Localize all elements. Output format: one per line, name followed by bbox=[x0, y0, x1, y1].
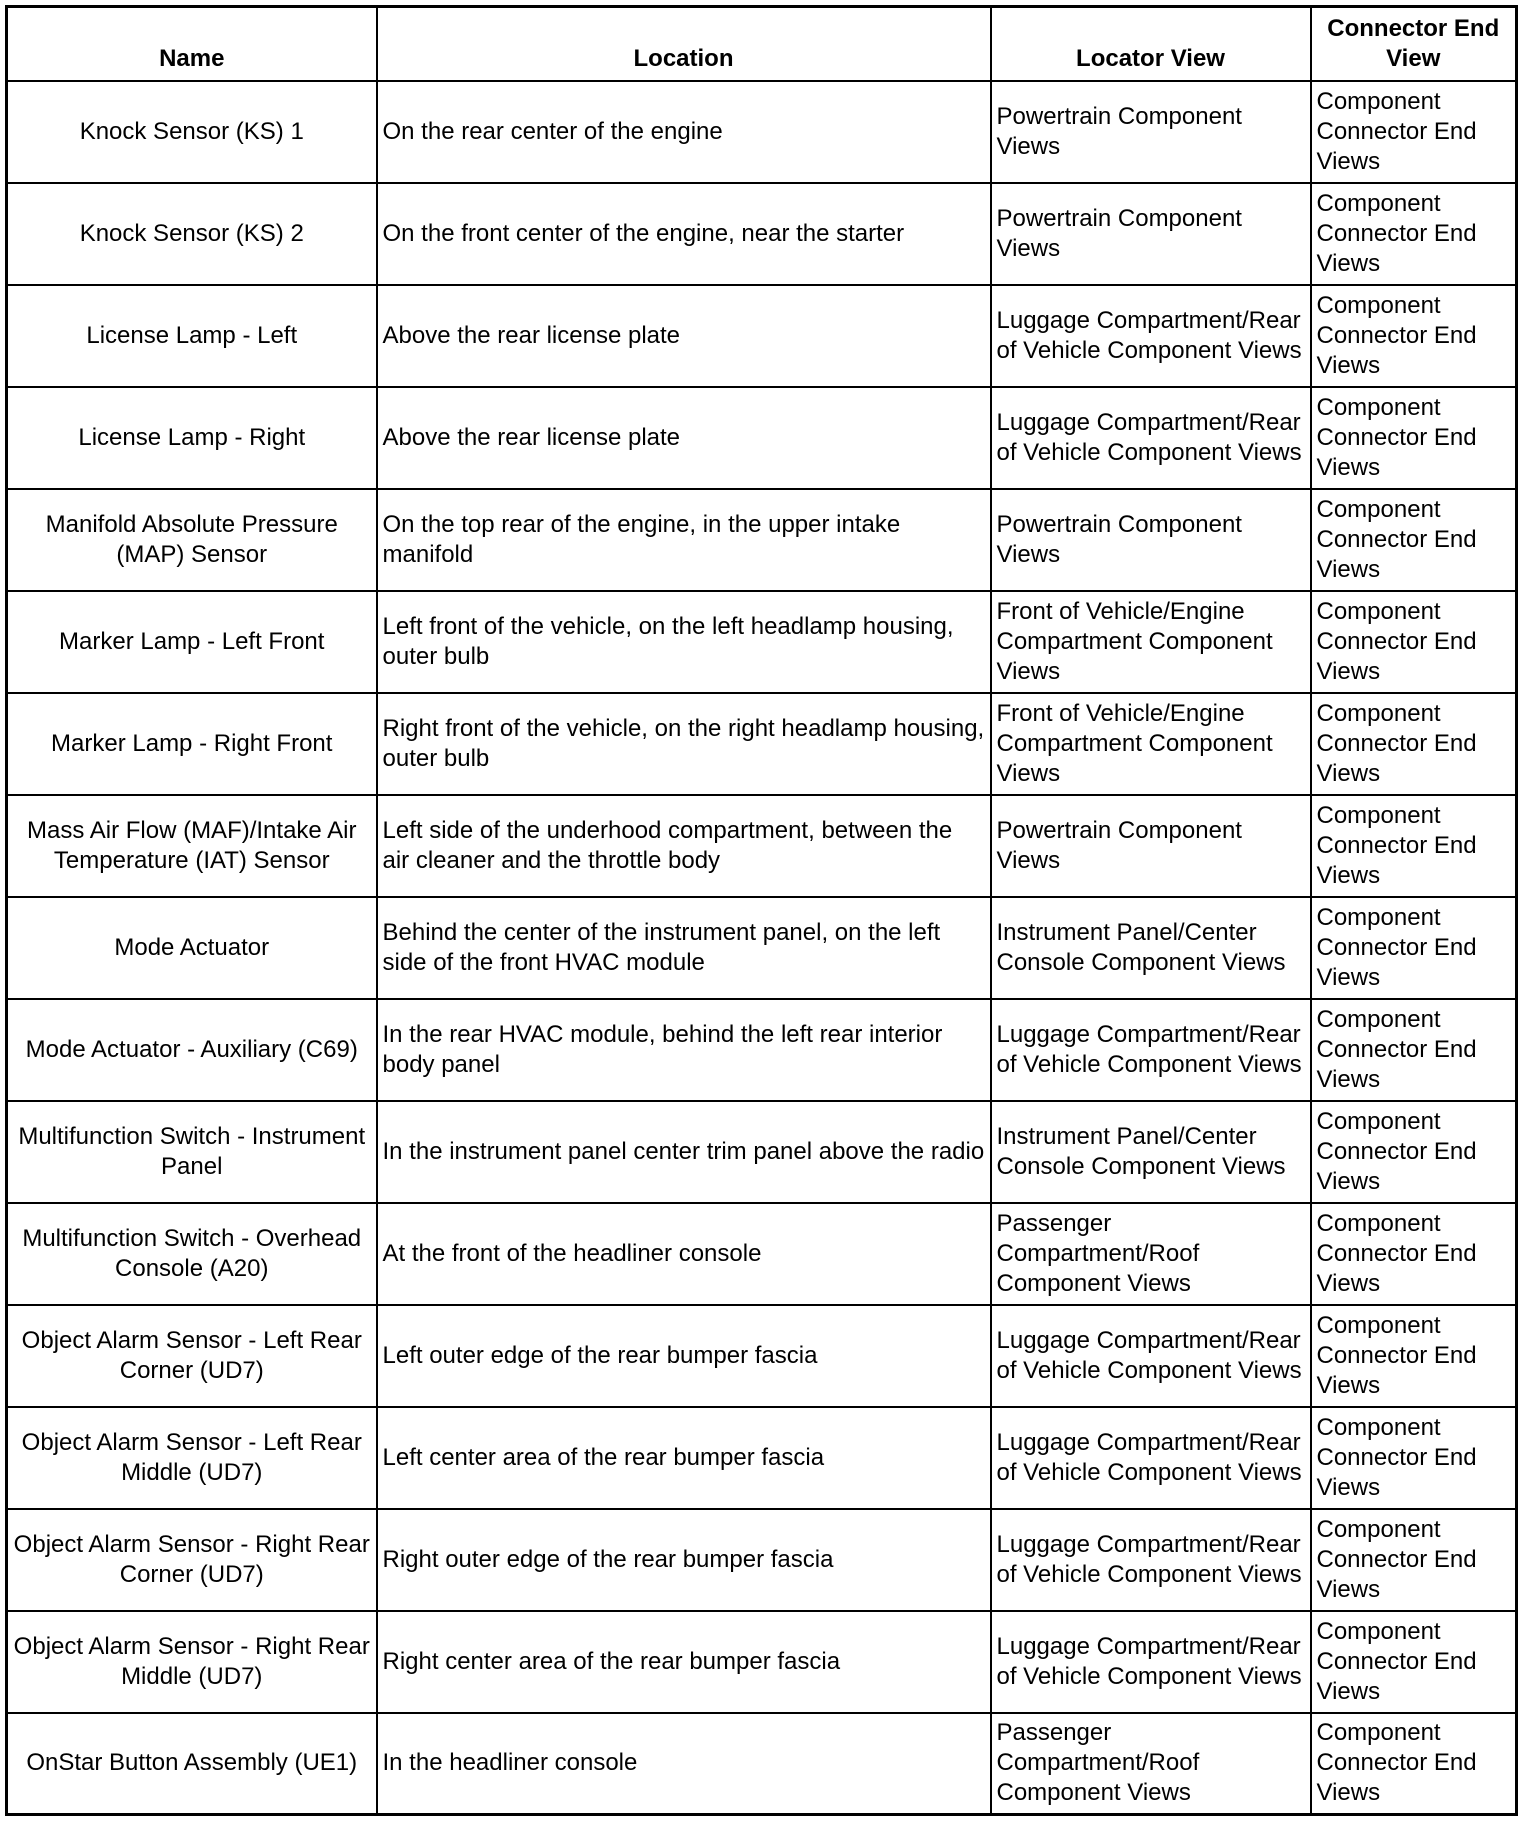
cell-connector-end-view: Component Connector End Views bbox=[1311, 591, 1517, 693]
table-row bbox=[7, 1611, 1517, 1713]
cell-name: Object Alarm Sensor - Left Rear Middle (UD7) bbox=[7, 1407, 377, 1509]
table-row bbox=[7, 1713, 1517, 1815]
cell-name: Knock Sensor (KS) 1 bbox=[7, 81, 377, 183]
table-row bbox=[7, 1509, 1517, 1611]
cell-name: Object Alarm Sensor - Right Rear Corner (UD7) bbox=[7, 1509, 377, 1611]
cell-connector-end-view: Component Connector End Views bbox=[1311, 285, 1517, 387]
cell-connector-end-view: Component Connector End Views bbox=[1311, 795, 1517, 897]
cell-connector-end-view: Component Connector End Views bbox=[1311, 1101, 1517, 1203]
table-row bbox=[7, 1407, 1517, 1509]
cell-location: Behind the center of the instrument panel, on the left side of the front HVAC module bbox=[377, 897, 991, 999]
cell-locator-view: Luggage Compartment/Rear of Vehicle Component Views bbox=[991, 1509, 1311, 1611]
table-row bbox=[7, 81, 1517, 183]
table-row bbox=[7, 285, 1517, 387]
cell-location: Left center area of the rear bumper fascia bbox=[377, 1407, 991, 1509]
cell-location: In the headliner console bbox=[377, 1713, 991, 1815]
column-header-location: Location bbox=[377, 7, 991, 81]
cell-connector-end-view: Component Connector End Views bbox=[1311, 1611, 1517, 1713]
table-row bbox=[7, 795, 1517, 897]
cell-location: Above the rear license plate bbox=[377, 285, 991, 387]
cell-locator-view: Powertrain Component Views bbox=[991, 183, 1311, 285]
cell-connector-end-view: Component Connector End Views bbox=[1311, 1407, 1517, 1509]
cell-name: Mass Air Flow (MAF)/Intake Air Temperature (IAT) Sensor bbox=[7, 795, 377, 897]
table-header bbox=[7, 7, 1517, 81]
table-row bbox=[7, 693, 1517, 795]
cell-locator-view: Powertrain Component Views bbox=[991, 81, 1311, 183]
cell-name: License Lamp - Left bbox=[7, 285, 377, 387]
table-row bbox=[7, 591, 1517, 693]
cell-locator-view: Luggage Compartment/Rear of Vehicle Component Views bbox=[991, 387, 1311, 489]
cell-location: Left side of the underhood compartment, between the air cleaner and the throttle body bbox=[377, 795, 991, 897]
cell-name: License Lamp - Right bbox=[7, 387, 377, 489]
cell-location: On the front center of the engine, near the starter bbox=[377, 183, 991, 285]
header-row bbox=[7, 7, 1517, 81]
cell-connector-end-view: Component Connector End Views bbox=[1311, 1713, 1517, 1815]
cell-connector-end-view: Component Connector End Views bbox=[1311, 999, 1517, 1101]
table-row bbox=[7, 183, 1517, 285]
cell-location: Left outer edge of the rear bumper fascia bbox=[377, 1305, 991, 1407]
cell-name: OnStar Button Assembly (UE1) bbox=[7, 1713, 377, 1815]
cell-name: Multifunction Switch - Instrument Panel bbox=[7, 1101, 377, 1203]
cell-connector-end-view: Component Connector End Views bbox=[1311, 1203, 1517, 1305]
cell-locator-view: Instrument Panel/Center Console Component Views bbox=[991, 1101, 1311, 1203]
cell-connector-end-view: Component Connector End Views bbox=[1311, 183, 1517, 285]
cell-location: Left front of the vehicle, on the left headlamp housing, outer bulb bbox=[377, 591, 991, 693]
cell-locator-view: Luggage Compartment/Rear of Vehicle Component Views bbox=[991, 1407, 1311, 1509]
cell-locator-view: Luggage Compartment/Rear of Vehicle Component Views bbox=[991, 1611, 1311, 1713]
component-locator-table bbox=[5, 5, 1518, 1816]
table-row bbox=[7, 489, 1517, 591]
table-row bbox=[7, 999, 1517, 1101]
cell-name: Marker Lamp - Right Front bbox=[7, 693, 377, 795]
cell-connector-end-view: Component Connector End Views bbox=[1311, 1305, 1517, 1407]
column-header-connector-end-view: Connector End View bbox=[1311, 7, 1517, 81]
cell-locator-view: Powertrain Component Views bbox=[991, 795, 1311, 897]
cell-name: Object Alarm Sensor - Right Rear Middle (UD7) bbox=[7, 1611, 377, 1713]
cell-name: Multifunction Switch - Overhead Console (A20) bbox=[7, 1203, 377, 1305]
cell-locator-view: Passenger Compartment/Roof Component Views bbox=[991, 1713, 1311, 1815]
cell-locator-view: Luggage Compartment/Rear of Vehicle Component Views bbox=[991, 999, 1311, 1101]
cell-connector-end-view: Component Connector End Views bbox=[1311, 693, 1517, 795]
cell-connector-end-view: Component Connector End Views bbox=[1311, 387, 1517, 489]
cell-location: At the front of the headliner console bbox=[377, 1203, 991, 1305]
cell-location: On the rear center of the engine bbox=[377, 81, 991, 183]
cell-name: Knock Sensor (KS) 2 bbox=[7, 183, 377, 285]
cell-locator-view: Luggage Compartment/Rear of Vehicle Component Views bbox=[991, 285, 1311, 387]
cell-name: Object Alarm Sensor - Left Rear Corner (UD7) bbox=[7, 1305, 377, 1407]
cell-connector-end-view: Component Connector End Views bbox=[1311, 897, 1517, 999]
cell-connector-end-view: Component Connector End Views bbox=[1311, 81, 1517, 183]
cell-name: Marker Lamp - Left Front bbox=[7, 591, 377, 693]
table-row bbox=[7, 897, 1517, 999]
cell-location: In the rear HVAC module, behind the left rear interior body panel bbox=[377, 999, 991, 1101]
cell-connector-end-view: Component Connector End Views bbox=[1311, 1509, 1517, 1611]
cell-location: In the instrument panel center trim panel above the radio bbox=[377, 1101, 991, 1203]
table-body bbox=[7, 81, 1517, 1815]
cell-name: Mode Actuator bbox=[7, 897, 377, 999]
cell-locator-view: Luggage Compartment/Rear of Vehicle Component Views bbox=[991, 1305, 1311, 1407]
cell-location: Right outer edge of the rear bumper fascia bbox=[377, 1509, 991, 1611]
cell-name: Mode Actuator - Auxiliary (C69) bbox=[7, 999, 377, 1101]
table-row bbox=[7, 1101, 1517, 1203]
table-row bbox=[7, 387, 1517, 489]
table-row bbox=[7, 1305, 1517, 1407]
table-row bbox=[7, 1203, 1517, 1305]
cell-connector-end-view: Component Connector End Views bbox=[1311, 489, 1517, 591]
cell-locator-view: Front of Vehicle/Engine Compartment Component Views bbox=[991, 693, 1311, 795]
cell-locator-view: Front of Vehicle/Engine Compartment Component Views bbox=[991, 591, 1311, 693]
cell-location: Right front of the vehicle, on the right headlamp housing, outer bulb bbox=[377, 693, 991, 795]
cell-location: Above the rear license plate bbox=[377, 387, 991, 489]
cell-locator-view: Passenger Compartment/Roof Component Views bbox=[991, 1203, 1311, 1305]
cell-locator-view: Instrument Panel/Center Console Component Views bbox=[991, 897, 1311, 999]
cell-name: Manifold Absolute Pressure (MAP) Sensor bbox=[7, 489, 377, 591]
column-header-name: Name bbox=[7, 7, 377, 81]
column-header-locator-view: Locator View bbox=[991, 7, 1311, 81]
cell-location: Right center area of the rear bumper fascia bbox=[377, 1611, 991, 1713]
cell-locator-view: Powertrain Component Views bbox=[991, 489, 1311, 591]
cell-location: On the top rear of the engine, in the upper intake manifold bbox=[377, 489, 991, 591]
